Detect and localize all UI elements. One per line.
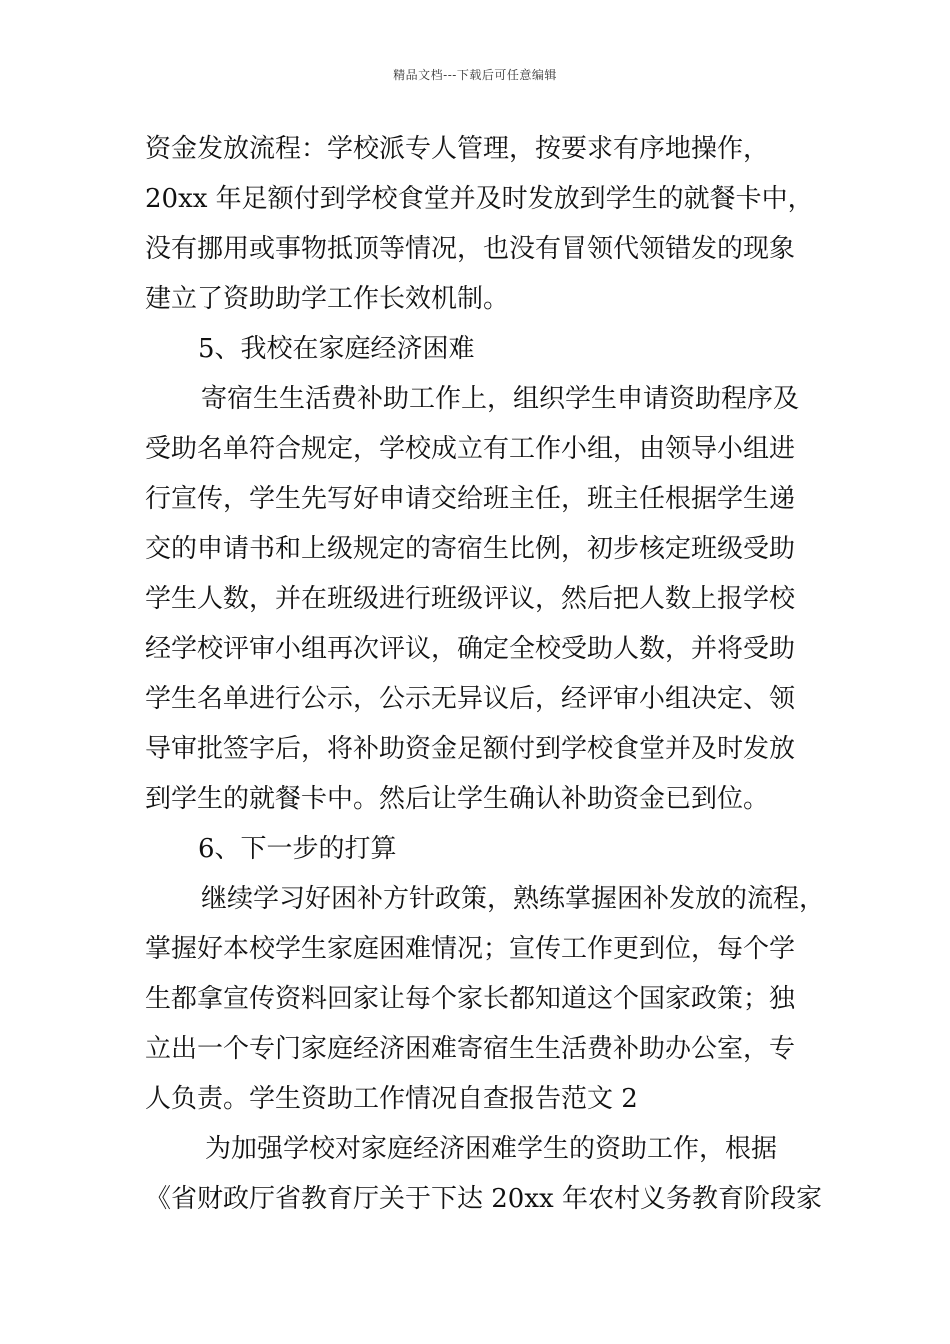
text-line: 到学生的就餐卡中。然后让学生确认补助资金已到位。 — [145, 784, 770, 814]
section-heading-5: 5、我校在家庭经济困难 — [198, 334, 475, 364]
text-line: 立出一个专门家庭经济困难寄宿生生活费补助办公室，专 — [145, 1034, 796, 1064]
text-line: 生都拿宣传资料回家让每个家长都知道这个国家政策；独 — [145, 984, 796, 1014]
text-line: 资金发放流程：学校派专人管理，按要求有序地操作， — [145, 134, 770, 164]
text-line: 20xx 年足额付到学校食堂并及时发放到学生的就餐卡中， — [145, 184, 814, 214]
document-body — [145, 128, 835, 1228]
paragraph-start: 寄宿生生活费补助工作上，组织学生申请资助程序及 — [201, 384, 800, 414]
text-line: 学生名单进行公示，公示无异议后，经评审小组决定、领 — [145, 684, 796, 714]
text-line: 建立了资助助学工作长效机制。 — [145, 284, 510, 314]
text-line: 交的申请书和上级规定的寄宿生比例，初步核定班级受助 — [145, 534, 796, 564]
text-line: 导审批签字后，将补助资金足额付到学校食堂并及时发放 — [145, 734, 796, 764]
text-line: 学生人数，并在班级进行班级评议，然后把人数上报学校 — [145, 584, 796, 614]
text-line: 《省财政厅省教育厅关于下达 20xx 年农村义务教育阶段家 — [145, 1184, 822, 1214]
paragraph-start: 为加强学校对家庭经济困难学生的资助工作，根据 — [205, 1134, 778, 1164]
page-header: 精品文档---下载后可任意编辑 — [393, 68, 557, 82]
text-line: 掌握好本校学生家庭困难情况；宣传工作更到位，每个学 — [145, 934, 796, 964]
paragraph-start: 继续学习好困补方针政策，熟练掌握困补发放的流程， — [201, 884, 826, 914]
text-line: 行宣传，学生先写好申请交给班主任，班主任根据学生递 — [145, 484, 796, 514]
text-line: 没有挪用或事物抵顶等情况，也没有冒领代领错发的现象 — [145, 234, 796, 264]
text-line: 经学校评审小组再次评议，确定全校受助人数，并将受助 — [145, 634, 796, 664]
text-line: 人负责。学生资助工作情况自查报告范文 2 — [145, 1084, 638, 1114]
section-heading-6: 6、下一步的打算 — [198, 834, 397, 864]
text-line: 受助名单符合规定，学校成立有工作小组，由领导小组进 — [145, 434, 796, 464]
